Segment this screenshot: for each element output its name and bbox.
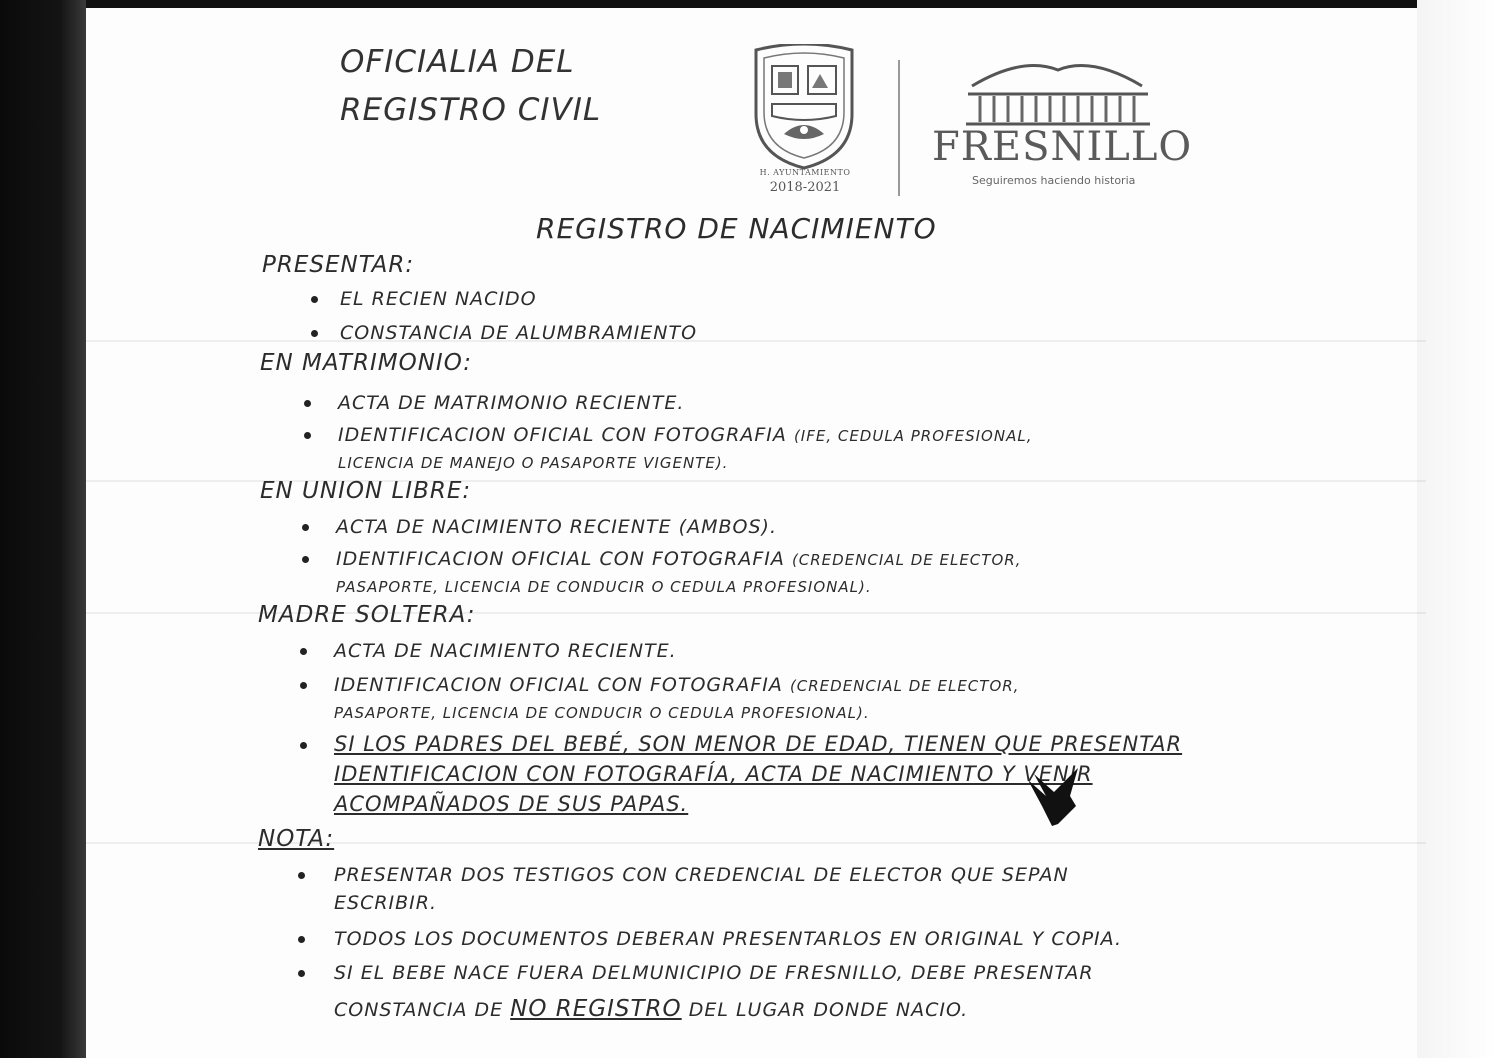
bullet	[298, 936, 305, 943]
list-item-continuation: PASAPORTE, LICENCIA DE CONDUCIR O CEDULA PROFESIONAL).	[336, 578, 872, 596]
list-item-continuation: LICENCIA DE MANEJO O PASAPORTE VIGENTE).	[338, 454, 729, 472]
bullet	[304, 400, 311, 407]
bullet	[311, 296, 318, 303]
brand-name: FRESNILLO	[932, 124, 1193, 170]
bullet	[300, 742, 307, 749]
section-heading-nota: NOTA:	[258, 826, 335, 852]
bullet	[300, 682, 307, 689]
list-item-continuation	[334, 996, 968, 1022]
list-item-continuation: ACOMPAÑADOS DE SUS PAPAS.	[334, 792, 689, 816]
brand-slogan: Seguiremos haciendo historia	[972, 174, 1136, 187]
bullet	[298, 970, 305, 977]
seal-caption: H. AYUNTAMIENTO	[759, 168, 851, 177]
bullet	[300, 648, 307, 655]
lugar-text: DEL LUGAR DONDE NACIO.	[688, 999, 969, 1021]
list-item: SI EL BEBE NACE FUERA DELMUNICIPIO DE FRESNILLO, DEBE PRESENTAR	[334, 962, 1094, 984]
list-item	[336, 548, 1021, 570]
bullet	[302, 524, 309, 531]
scan-edge-right	[1417, 0, 1497, 1058]
scan-edge-top	[0, 0, 1497, 8]
list-item	[334, 674, 1019, 696]
list-item-continuation: IDENTIFICACION CON FOTOGRAFÍA, ACTA DE NACIMIENTO Y VENIR	[334, 762, 1093, 786]
list-item: CONSTANCIA DE ALUMBRAMIENTO	[340, 322, 698, 344]
fresnillo-building-logo	[962, 56, 1152, 128]
list-item: TODOS LOS DOCUMENTOS DEBERAN PRESENTARLOS EN ORIGINAL Y COPIA.	[334, 928, 1123, 950]
scan-edge-left	[0, 0, 86, 1058]
office-title	[340, 38, 601, 134]
bullet	[298, 872, 305, 879]
list-item-detail: (CREDENCIAL DE ELECTOR,	[789, 677, 1020, 695]
section-heading-madre-soltera: MADRE SOLTERA:	[258, 602, 476, 628]
list-item: ACTA DE NACIMIENTO RECIENTE (AMBOS).	[336, 516, 777, 538]
header-divider	[898, 60, 900, 196]
bullet	[302, 556, 309, 563]
no-registro-text: NO REGISTRO	[510, 996, 682, 1022]
list-item: EL RECIEN NACIDO	[340, 288, 537, 310]
list-item: PRESENTAR DOS TESTIGOS CON CREDENCIAL DE ELECTOR QUE SEPAN	[334, 864, 1069, 886]
section-heading-presentar: PRESENTAR:	[262, 252, 415, 278]
paper-crease	[86, 340, 1426, 342]
list-item-minors: SI LOS PADRES DEL BEBÉ, SON MENOR DE EDAD, TIENEN QUE PRESENTAR	[334, 732, 1183, 756]
list-item: ACTA DE NACIMIENTO RECIENTE.	[334, 640, 677, 662]
bullet	[311, 330, 318, 337]
list-item-main: IDENTIFICACION OFICIAL CON FOTOGRAFIA	[334, 674, 783, 696]
list-item-main: IDENTIFICACION OFICIAL CON FOTOGRAFIA	[336, 548, 785, 570]
office-title-line1: OFICIALIA DEL	[340, 44, 575, 80]
office-title-line2: REGISTRO CIVIL	[340, 92, 602, 128]
bullet	[304, 432, 311, 439]
list-item-continuation: PASAPORTE, LICENCIA DE CONDUCIR O CEDULA PROFESIONAL).	[334, 704, 870, 722]
list-item: ACTA DE MATRIMONIO RECIENTE.	[338, 392, 685, 414]
list-item-main: IDENTIFICACION OFICIAL CON FOTOGRAFIA	[338, 424, 787, 446]
list-item-detail: (IFE, CEDULA PROFESIONAL,	[793, 427, 1033, 445]
list-item-detail: (CREDENCIAL DE ELECTOR,	[791, 551, 1022, 569]
section-heading-union-libre: EN UNION LIBRE:	[260, 478, 472, 504]
list-item-continuation: ESCRIBIR.	[334, 892, 438, 914]
list-item	[338, 424, 1032, 446]
ink-blot-mark	[1024, 766, 1082, 828]
constancia-text: CONSTANCIA DE	[334, 999, 504, 1021]
seal-years: 2018-2021	[769, 180, 841, 195]
document-title: REGISTRO DE NACIMIENTO	[536, 212, 937, 245]
section-heading-matrimonio: EN MATRIMONIO:	[260, 350, 472, 376]
